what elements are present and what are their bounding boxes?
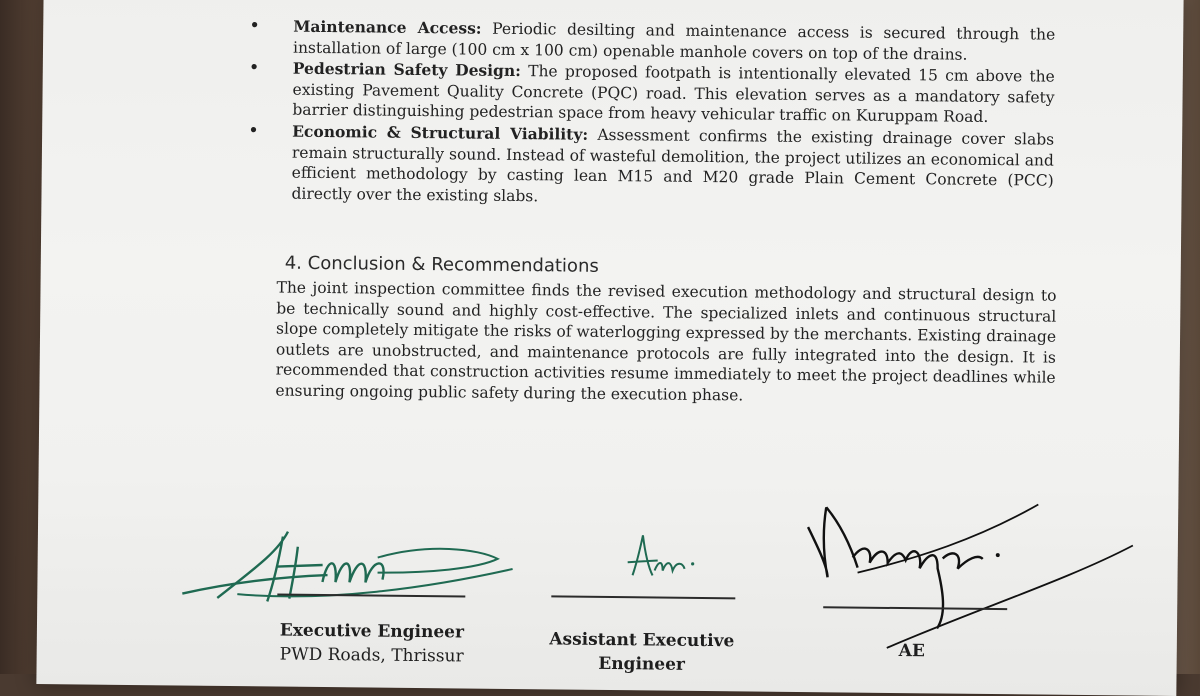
- bullet-icon: •: [248, 120, 259, 142]
- bullet-pedestrian-safety: [248, 57, 1055, 129]
- signature-ae: [797, 497, 1149, 661]
- signature-assistant-executive-engineer: [582, 530, 703, 591]
- signatory-subtitle: Engineer: [598, 653, 686, 675]
- bullet-list: [248, 4, 1056, 212]
- bullet-text: The proposed footpath is intentionally elevated 15 cm above the existing Pavement Quality Concrete (PQC) road. This elevation serves as a mandatory safety barrier distinguishing pedestrian space from heavy vehicular traffic on Kuruppam Road.: [292, 62, 1055, 127]
- signatory-title: AE: [898, 641, 925, 662]
- conclusion-paragraph: The joint inspection committee finds the revised execution methodology and structural design to be technically sound and highly cost-effective. The specialized inlets and continuous structural slope completely mitigate the risks of waterlogging expressed by the merchants. Existing drainage outlets are unobstructed, and maintenance protocols are fully integrated into the design. It is recommended that construction activities resume immediately to meet the project deadlines while ensuring ongoing public safety during the execution phase.: [275, 278, 1057, 405]
- signature-line: [551, 595, 735, 598]
- signatory-executive-engineer: [257, 620, 487, 666]
- bullet-icon: •: [248, 57, 260, 79]
- bullet-maintenance-access: [249, 15, 1056, 65]
- signatory-subtitle: PWD Roads, Thrissur: [279, 644, 464, 667]
- bullet-title: Maintenance Access:: [293, 16, 482, 38]
- bullet-title: Economic & Structural Viability:: [292, 121, 589, 144]
- signatory-ae: [797, 640, 1027, 662]
- signatory-title: Executive Engineer: [279, 620, 465, 643]
- bullet-economic-viability: [248, 120, 1055, 212]
- section-heading: 4. Conclusion & Recommendations: [284, 252, 599, 277]
- signatory-assistant-executive-engineer: [527, 629, 757, 675]
- signatory-title: Assistant Executive: [549, 629, 735, 652]
- bullet-text: Assessment confirms the existing drainage cover slabs remain structurally sound. Instead of wasteful demolition, the project utilizes an economical and efficient methodology by casting lean M15 and M20 grade Plain Cement Concrete (PCC) directly over the existing slabs.: [291, 125, 1055, 205]
- signature-executive-engineer: [177, 525, 518, 609]
- bullet-text: Periodic desilting and maintenance access is secured through the installation of large (100 cm x 100 cm) openable manhole covers on top of the drains.: [292, 19, 1056, 64]
- document-page: [36, 0, 1183, 696]
- bullet-title: Pedestrian Safety Design:: [292, 58, 522, 81]
- bullet-icon: •: [249, 15, 261, 37]
